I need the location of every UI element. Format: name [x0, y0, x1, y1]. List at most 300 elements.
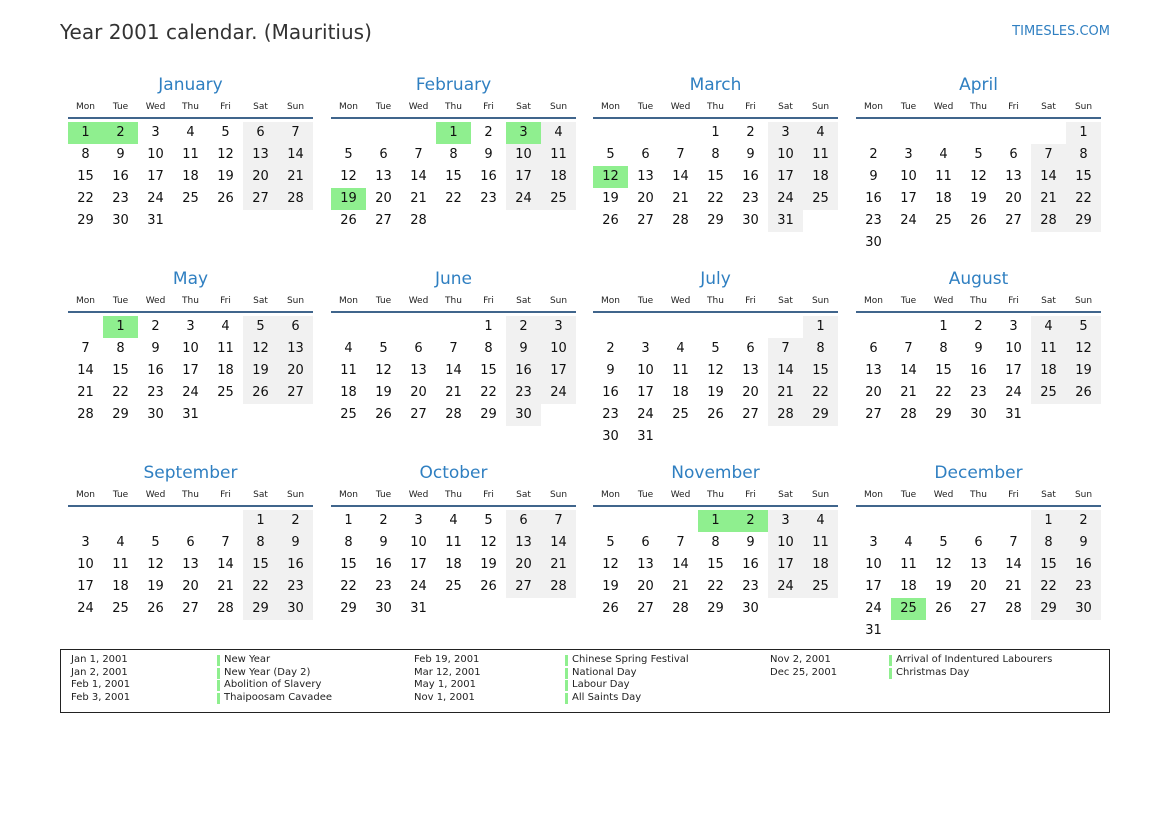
day-cell: 7 — [1009, 535, 1018, 550]
day-cell: 15 — [340, 557, 357, 572]
day-cell: 15 — [77, 169, 94, 184]
day-cell: 3 — [1009, 319, 1018, 334]
day-cell: 26 — [243, 382, 278, 404]
empty-cell — [891, 510, 926, 532]
day-cell: 7 — [904, 341, 913, 356]
day-cell: 20 — [1005, 191, 1022, 206]
empty-cell — [471, 598, 506, 620]
legend-item — [770, 654, 1100, 667]
empty-cell — [208, 404, 243, 426]
site-link[interactable]: TIMESLES.COM — [1012, 24, 1110, 39]
day-cell: 16 — [147, 363, 164, 378]
weekday-label: Sat — [516, 490, 531, 500]
empty-cell — [856, 122, 891, 144]
holiday-day-cell: 1 — [436, 122, 471, 144]
day-cell: 9 — [278, 532, 313, 554]
day-cell: 13 — [742, 363, 759, 378]
week-row — [68, 144, 313, 166]
day-cell: 13 — [243, 144, 278, 166]
week-row — [856, 144, 1101, 166]
day-cell: 14 — [217, 557, 234, 572]
day-cell: 29 — [803, 404, 838, 426]
empty-cell — [208, 210, 243, 232]
day-cell: 10 — [541, 338, 576, 360]
day-cell: 16 — [742, 169, 759, 184]
day-cell: 15 — [112, 363, 129, 378]
weekday-label: Thu — [182, 296, 199, 306]
week-row — [331, 404, 576, 426]
empty-cell — [768, 316, 803, 338]
day-cell: 21 — [410, 191, 427, 206]
empty-cell — [803, 210, 838, 232]
day-cell: 30 — [742, 601, 759, 616]
month-may — [68, 267, 313, 426]
day-cell: 30 — [112, 213, 129, 228]
week-row — [856, 532, 1101, 554]
day-cell: 1 — [1031, 510, 1066, 532]
day-cell: 30 — [602, 429, 619, 444]
day-cell: 18 — [217, 363, 234, 378]
week-row — [331, 316, 576, 338]
legend-color-marker — [565, 680, 568, 691]
day-cell: 16 — [278, 554, 313, 576]
day-cell: 3 — [904, 147, 913, 162]
day-cell: 4 — [803, 510, 838, 532]
week-row — [593, 426, 838, 448]
weekday-label: Fri — [1008, 490, 1019, 500]
day-cell: 17 — [865, 579, 882, 594]
day-cell: 31 — [182, 407, 199, 422]
week-row — [593, 316, 838, 338]
legend-date: Mar 12, 2001 — [414, 666, 481, 678]
header-rule — [331, 505, 576, 507]
day-cell: 6 — [278, 316, 313, 338]
weekday-label: Sat — [778, 296, 793, 306]
month-name: April — [959, 75, 998, 95]
legend-item — [71, 692, 401, 705]
day-cell: 3 — [541, 316, 576, 338]
day-cell: 11 — [541, 144, 576, 166]
day-cell: 12 — [375, 363, 392, 378]
day-cell: 18 — [935, 191, 952, 206]
day-cell: 8 — [803, 338, 838, 360]
day-cell: 19 — [147, 579, 164, 594]
day-cell: 7 — [278, 122, 313, 144]
day-cell: 25 — [1031, 382, 1066, 404]
legend-holiday-name: Christmas Day — [896, 666, 970, 678]
weekday-label: Sun — [811, 102, 830, 112]
day-cell: 27 — [970, 601, 987, 616]
holiday-day-cell: 3 — [506, 122, 541, 144]
holiday-day-cell: 1 — [68, 122, 103, 144]
weekday-label: Mon — [339, 102, 358, 112]
month-name: July — [700, 269, 731, 289]
weekday-label: Mon — [76, 296, 95, 306]
empty-cell — [331, 122, 366, 144]
legend-item — [71, 679, 401, 692]
day-cell: 10 — [1005, 341, 1022, 356]
day-cell: 9 — [974, 341, 983, 356]
day-cell: 12 — [217, 147, 234, 162]
day-cell: 2 — [974, 319, 983, 334]
day-cell: 15 — [707, 169, 724, 184]
week-row — [68, 188, 313, 210]
week-row — [68, 532, 313, 554]
legend-date: Feb 19, 2001 — [414, 654, 480, 665]
day-cell: 14 — [672, 557, 689, 572]
weekday-label: Fri — [1008, 296, 1019, 306]
weekday-label: Sat — [778, 490, 793, 500]
day-cell: 28 — [1031, 210, 1066, 232]
empty-cell — [663, 316, 698, 338]
week-row — [856, 210, 1101, 232]
week-row — [68, 382, 313, 404]
day-cell: 3 — [414, 513, 423, 528]
day-cell: 9 — [606, 363, 615, 378]
holiday-day-cell: 2 — [103, 122, 138, 144]
empty-cell — [663, 122, 698, 144]
day-cell: 25 — [672, 407, 689, 422]
day-cell: 6 — [641, 147, 650, 162]
day-cell: 6 — [746, 341, 755, 356]
header-rule — [68, 117, 313, 119]
empty-cell — [401, 122, 436, 144]
empty-cell — [961, 122, 996, 144]
day-cell: 12 — [480, 535, 497, 550]
day-cell: 10 — [768, 144, 803, 166]
legend-item — [71, 654, 401, 667]
day-cell: 5 — [344, 147, 353, 162]
day-cell: 6 — [869, 341, 878, 356]
day-cell: 4 — [803, 122, 838, 144]
weekday-header — [593, 487, 838, 503]
day-cell: 27 — [182, 601, 199, 616]
day-cell: 21 — [541, 554, 576, 576]
day-cell: 31 — [637, 429, 654, 444]
empty-cell — [138, 510, 173, 532]
week-row — [856, 598, 1101, 620]
day-cell: 30 — [1066, 598, 1101, 620]
month-name: May — [172, 269, 209, 289]
empty-cell — [856, 510, 891, 532]
day-cell: 13 — [375, 169, 392, 184]
weekday-label: Tue — [637, 490, 654, 500]
weekday-label: Sun — [549, 490, 568, 500]
day-cell: 13 — [410, 363, 427, 378]
day-cell: 19 — [217, 169, 234, 184]
empty-cell — [1066, 620, 1101, 642]
day-cell: 26 — [147, 601, 164, 616]
day-cell: 26 — [217, 191, 234, 206]
legend-item — [414, 692, 744, 705]
day-cell: 3 — [869, 535, 878, 550]
empty-cell — [996, 620, 1031, 642]
day-cell: 27 — [637, 213, 654, 228]
week-row — [331, 122, 576, 144]
day-cell: 4 — [116, 535, 125, 550]
day-cell: 1 — [803, 316, 838, 338]
legend-color-marker — [217, 668, 220, 679]
empty-cell — [926, 122, 961, 144]
weekday-label: Wed — [145, 296, 166, 306]
legend-color-marker — [217, 655, 220, 666]
week-row — [331, 382, 576, 404]
holiday-legend — [60, 649, 1110, 713]
empty-cell — [366, 316, 401, 338]
week-row — [856, 316, 1101, 338]
legend-date: Feb 1, 2001 — [71, 679, 131, 691]
day-cell: 9 — [379, 535, 388, 550]
day-cell: 3 — [151, 125, 160, 140]
week-row — [593, 510, 838, 532]
day-cell: 29 — [77, 213, 94, 228]
day-cell: 7 — [81, 341, 90, 356]
day-cell: 25 — [112, 601, 129, 616]
day-cell: 8 — [1066, 144, 1101, 166]
day-cell: 7 — [541, 510, 576, 532]
day-cell: 23 — [278, 576, 313, 598]
weekday-label: Tue — [900, 490, 917, 500]
day-cell: 27 — [278, 382, 313, 404]
day-cell: 26 — [340, 213, 357, 228]
weekday-label: Sun — [286, 490, 305, 500]
day-cell: 19 — [602, 579, 619, 594]
day-cell: 13 — [970, 557, 987, 572]
month-name: June — [434, 269, 473, 289]
day-cell: 17 — [768, 166, 803, 188]
day-cell: 29 — [1066, 210, 1101, 232]
day-cell: 10 — [410, 535, 427, 550]
month-name: March — [689, 75, 742, 95]
weekday-header — [331, 293, 576, 309]
empty-cell — [996, 510, 1031, 532]
weekday-label: Sun — [549, 296, 568, 306]
day-cell: 15 — [480, 363, 497, 378]
weekday-header — [856, 99, 1101, 115]
weekday-label: Sun — [286, 102, 305, 112]
day-cell: 19 — [707, 385, 724, 400]
day-cell: 7 — [676, 535, 685, 550]
month-december — [856, 461, 1101, 642]
header-rule — [593, 311, 838, 313]
day-cell: 17 — [900, 191, 917, 206]
day-cell: 21 — [672, 191, 689, 206]
week-row — [331, 554, 576, 576]
empty-cell — [628, 316, 663, 338]
day-cell: 20 — [278, 360, 313, 382]
week-row — [68, 122, 313, 144]
day-cell: 8 — [449, 147, 458, 162]
holiday-day-cell: 25 — [891, 598, 926, 620]
day-cell: 18 — [1031, 360, 1066, 382]
week-row — [856, 188, 1101, 210]
legend-holiday-name: Chinese Spring Festival — [572, 654, 689, 665]
day-cell: 4 — [186, 125, 195, 140]
empty-cell — [1031, 232, 1066, 254]
empty-cell — [593, 122, 628, 144]
weekday-label: Fri — [483, 490, 494, 500]
day-cell: 4 — [904, 535, 913, 550]
day-cell: 27 — [375, 213, 392, 228]
empty-cell — [891, 232, 926, 254]
day-cell: 18 — [112, 579, 129, 594]
month-name: September — [143, 463, 238, 483]
empty-cell — [103, 510, 138, 532]
week-row — [593, 532, 838, 554]
day-cell: 1 — [243, 510, 278, 532]
day-cell: 10 — [900, 169, 917, 184]
weekday-label: Sun — [286, 296, 305, 306]
day-cell: 7 — [449, 341, 458, 356]
empty-cell — [891, 620, 926, 642]
day-cell: 16 — [602, 385, 619, 400]
weekday-label: Fri — [1008, 102, 1019, 112]
legend-item — [71, 667, 401, 680]
empty-cell — [961, 510, 996, 532]
day-cell: 4 — [676, 341, 685, 356]
day-cell: 14 — [900, 363, 917, 378]
day-cell: 16 — [375, 557, 392, 572]
day-cell: 1 — [939, 319, 948, 334]
month-name: December — [934, 463, 1023, 483]
day-cell: 18 — [803, 554, 838, 576]
week-row — [68, 598, 313, 620]
holiday-day-cell: 2 — [733, 510, 768, 532]
day-cell: 27 — [865, 407, 882, 422]
day-cell: 16 — [865, 191, 882, 206]
day-cell: 24 — [1005, 385, 1022, 400]
day-cell: 17 — [541, 360, 576, 382]
day-cell: 8 — [939, 341, 948, 356]
weekday-label: Wed — [670, 296, 691, 306]
day-cell: 1 — [344, 513, 353, 528]
day-cell: 12 — [147, 557, 164, 572]
week-row — [856, 382, 1101, 404]
empty-cell — [663, 510, 698, 532]
empty-cell — [733, 426, 768, 448]
week-row — [593, 360, 838, 382]
weekday-label: Mon — [339, 490, 358, 500]
day-cell: 26 — [935, 601, 952, 616]
day-cell: 14 — [1031, 166, 1066, 188]
day-cell: 5 — [379, 341, 388, 356]
empty-cell — [173, 210, 208, 232]
weekday-label: Sat — [1041, 102, 1056, 112]
empty-cell — [961, 620, 996, 642]
day-cell: 28 — [541, 576, 576, 598]
day-cell: 13 — [865, 363, 882, 378]
day-cell: 18 — [340, 385, 357, 400]
weekday-label: Wed — [933, 490, 954, 500]
day-cell: 24 — [768, 576, 803, 598]
week-row — [856, 510, 1101, 532]
week-row — [331, 210, 576, 232]
day-cell: 22 — [445, 191, 462, 206]
week-row — [593, 382, 838, 404]
day-cell: 16 — [742, 557, 759, 572]
legend-column — [414, 654, 744, 705]
day-cell: 2 — [484, 125, 493, 140]
day-cell: 8 — [81, 147, 90, 162]
day-cell: 17 — [506, 166, 541, 188]
day-cell: 30 — [865, 235, 882, 250]
day-cell: 25 — [803, 576, 838, 598]
day-cell: 17 — [768, 554, 803, 576]
day-cell: 20 — [637, 579, 654, 594]
weekday-header — [856, 487, 1101, 503]
day-cell: 2 — [506, 316, 541, 338]
day-cell: 22 — [243, 576, 278, 598]
day-cell: 11 — [112, 557, 129, 572]
day-cell: 18 — [803, 166, 838, 188]
weekday-label: Wed — [145, 490, 166, 500]
day-cell: 28 — [217, 601, 234, 616]
day-cell: 18 — [900, 579, 917, 594]
legend-color-marker — [889, 655, 892, 666]
weekday-label: Sat — [516, 102, 531, 112]
empty-cell — [1031, 404, 1066, 426]
weekday-label: Sun — [811, 296, 830, 306]
day-cell: 5 — [939, 535, 948, 550]
day-cell: 14 — [768, 360, 803, 382]
week-row — [68, 316, 313, 338]
day-cell: 2 — [278, 510, 313, 532]
month-june — [331, 267, 576, 426]
empty-cell — [628, 122, 663, 144]
day-cell: 14 — [672, 169, 689, 184]
day-cell: 15 — [707, 557, 724, 572]
header-rule — [593, 505, 838, 507]
week-row — [68, 510, 313, 532]
month-march — [593, 73, 838, 232]
month-name: October — [419, 463, 488, 483]
day-cell: 12 — [970, 169, 987, 184]
day-cell: 2 — [746, 125, 755, 140]
weekday-header — [593, 293, 838, 309]
empty-cell — [768, 598, 803, 620]
empty-cell — [733, 316, 768, 338]
day-cell: 10 — [77, 557, 94, 572]
weekday-label: Tue — [637, 296, 654, 306]
month-name: February — [415, 75, 492, 95]
day-cell: 29 — [935, 407, 952, 422]
day-cell: 16 — [506, 360, 541, 382]
weekday-label: Tue — [900, 296, 917, 306]
weekday-label: Wed — [145, 102, 166, 112]
empty-cell — [961, 232, 996, 254]
day-cell: 2 — [379, 513, 388, 528]
day-cell: 31 — [410, 601, 427, 616]
legend-date: May 1, 2001 — [414, 679, 477, 691]
day-cell: 29 — [480, 407, 497, 422]
month-october — [331, 461, 576, 620]
day-cell: 20 — [410, 385, 427, 400]
day-cell: 16 — [970, 363, 987, 378]
empty-cell — [593, 316, 628, 338]
week-row — [593, 122, 838, 144]
day-cell: 14 — [445, 363, 462, 378]
month-april — [856, 73, 1101, 254]
empty-cell — [278, 210, 313, 232]
day-cell: 30 — [742, 213, 759, 228]
holiday-day-cell: 1 — [698, 510, 733, 532]
day-cell: 21 — [217, 579, 234, 594]
weekday-label: Wed — [408, 102, 429, 112]
day-cell: 15 — [445, 169, 462, 184]
week-row — [331, 144, 576, 166]
weekday-label: Thu — [707, 296, 724, 306]
day-cell: 13 — [506, 532, 541, 554]
